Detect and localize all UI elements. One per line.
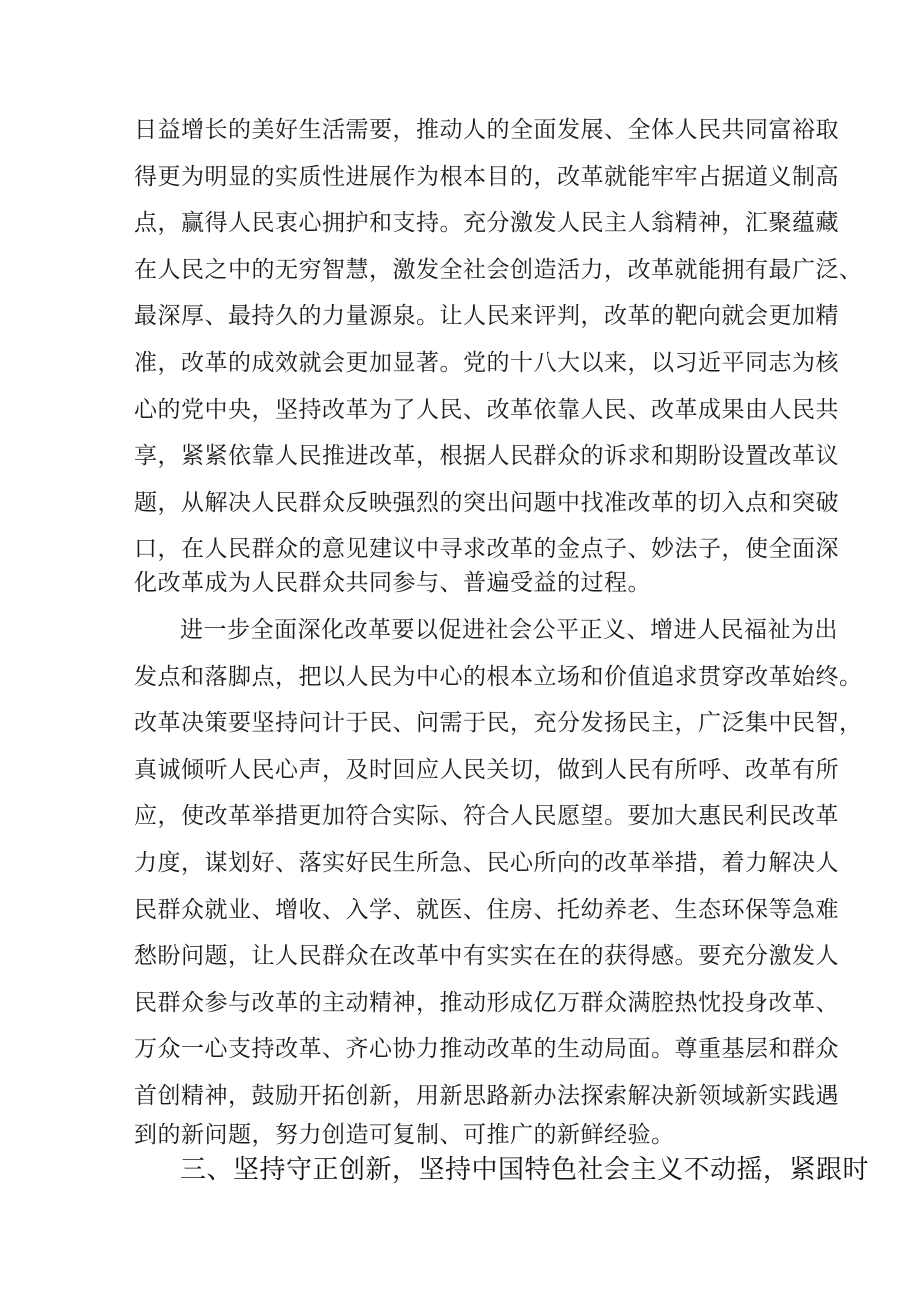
paragraph-1-line-4: 在人民之中的无穷智慧，激发全社会创造活力，改革就能拥有最广泛、 [134, 257, 863, 283]
paragraph-1-line-8: 享，紧紧依靠人民推进改革，根据人民群众的诉求和期盼设置改革议 [134, 443, 839, 469]
paragraph-1-line-7: 心的党中央，坚持改革为了人民、改革依靠人民、改革成果由人民共 [134, 397, 839, 423]
paragraph-2-line-5: 应，使改革举措更加符合实际、符合人民愿望。要加大惠民利民改革 [134, 803, 839, 829]
paragraph-1-line-9: 题，从解决人民群众反映强烈的突出问题中找准改革的切入点和突破 [134, 490, 839, 516]
paragraph-2-line-1: 进一步全面深化改革要以促进社会公平正义、增进人民福祉为出 [180, 617, 838, 643]
paragraph-2-line-7: 民群众就业、增收、入学、就医、住房、托幼养老、生态环保等急难 [134, 897, 839, 923]
paragraph-2-line-8: 愁盼问题，让人民群众在改革中有实实在在的获得感。要充分激发人 [134, 943, 839, 969]
paragraph-2-line-6: 力度，谋划好、落实好民生所急、民心所向的改革举措，着力解决人 [134, 850, 839, 876]
paragraph-1-line-11: 化改革成为人民群众共同参与、普遍受益的过程。 [134, 570, 651, 596]
paragraph-2-line-9: 民群众参与改革的主动精神，推动形成亿万群众满腔热忱投身改革、 [134, 990, 839, 1016]
paragraph-1-line-2: 得更为明显的实质性进展作为根本目的，改革就能牢牢占据道义制高 [134, 164, 839, 190]
paragraph-2-line-3: 改革决策要坚持问计于民、问需于民，充分发扬民主，广泛集中民智， [134, 710, 863, 736]
paragraph-1-line-10: 口，在人民群众的意见建议中寻求改革的金点子、妙法子，使全面深 [134, 536, 839, 562]
paragraph-1-line-6: 准，改革的成效就会更加显著。党的十八大以来，以习近平同志为核 [134, 350, 839, 376]
paragraph-1-line-5: 最深厚、最持久的力量源泉。让人民来评判，改革的靶向就会更加精 [134, 303, 839, 329]
paragraph-2-line-11: 首创精神，鼓励开拓创新，用新思路新办法探索解决新领域新实践遇 [134, 1083, 839, 1109]
paragraph-2-line-12: 到的新问题，努力创造可复制、可推广的新鲜经验。 [134, 1122, 675, 1148]
paragraph-1-line-1: 日益增长的美好生活需要，推动人的全面发展、全体人民共同富裕取 [134, 117, 839, 143]
section-heading: 三、坚持守正创新，坚持中国特色社会主义不动摇，紧跟时 [180, 1155, 870, 1185]
paragraph-2-line-2: 发点和落脚点，把以人民为中心的根本立场和价值追求贯穿改革始终。 [134, 664, 863, 690]
paragraph-1-line-3: 点，赢得人民衷心拥护和支持。充分激发人民主人翁精神，汇聚蕴藏 [134, 210, 839, 236]
paragraph-2-line-4: 真诚倾听人民心声，及时回应人民关切，做到人民有所呼、改革有所 [134, 757, 839, 783]
paragraph-2-line-10: 万众一心支持改革、齐心协力推动改革的生动局面。尊重基层和群众 [134, 1036, 839, 1062]
